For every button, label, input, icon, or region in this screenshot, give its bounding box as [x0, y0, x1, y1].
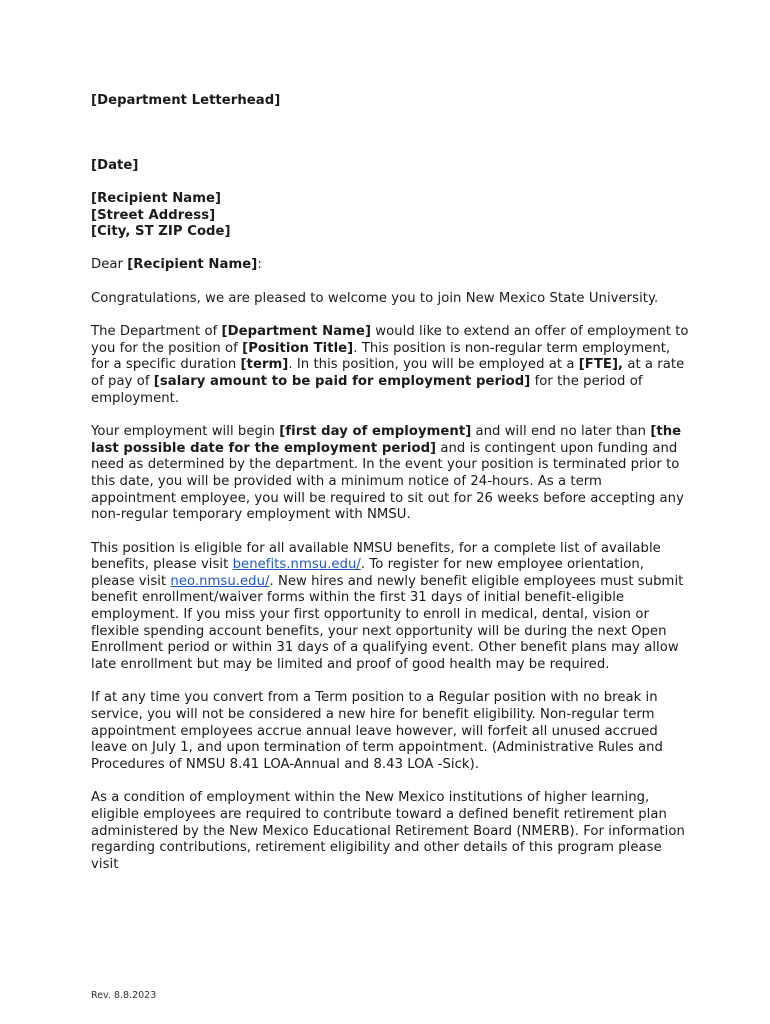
date-placeholder: [Date] [91, 157, 139, 173]
revision-footer: Rev. 8.8.2023 [91, 990, 157, 1001]
city-state-zip: [City, ST ZIP Code] [91, 224, 231, 240]
orientation-link[interactable]: neo.nmsu.edu/ [170, 573, 270, 589]
paragraph-retirement: As a condition of employment within the New Mexico institutions of higher learning, eligible employees are required to contribute toward a defined benefit retirement plan administered by the New Mexico Educational Retirement Board (NMERB). For information regarding contributions, retirement eligibility and other details of this program please visit [91, 790, 685, 872]
street-address: [Street Address] [91, 207, 216, 223]
salutation: Dear [Recipient Name]: [91, 256, 262, 272]
recipient-name: [Recipient Name] [91, 191, 222, 207]
paragraph-conversion-leave: If at any time you convert from a Term position to a Regular position with no break in service, you will not be considered a new hire for benefit eligibility. Non-regular term appointment employees accrue annual leave however, will forfeit all unused accrued leave on July 1, and upon termination of term appointment. (Administrative Rules and Procedures of NMSU 8.41 LOA-Annual and 8.43 LOA -Sick). [91, 690, 663, 772]
paragraph-welcome: Congratulations, we are pleased to welcome you to join New Mexico State University. [91, 290, 659, 306]
letterhead-placeholder: [Department Letterhead] [91, 93, 281, 108]
paragraph-offer: The Department of [Department Name] would like to extend an offer of employment to you for the position of [Position Title]. This position is non-regular term employment, for a specific duration [term]. In this position, you will be employed at a [FTE], at a rate of pay of [salary amount to be paid for employment period] for the period of employment. [91, 324, 689, 406]
benefits-link[interactable]: benefits.nmsu.edu/ [232, 557, 361, 573]
letter-body [91, 93, 691, 890]
recipient-address-block [91, 191, 691, 241]
paragraph-benefits: This position is eligible for all available NMSU benefits, for a complete list of available benefits, please visit benefits.nmsu.edu/. To register for new employee orientation, please visit neo.nmsu.edu/. New hires and newly benefit eligible employees must submit benefit enrollment/waiver forms within the first 31 days of initial benefit-eligible employment. If you miss your first opportunity to enroll in medical, dental, vision or flexible spending account benefits, your next opportunity will be during the next Open Enrollment period or within 31 days of a qualifying event. Other benefit plans may allow late enrollment but may be limited and proof of good health may be required. [91, 540, 684, 672]
paragraph-employment-term: Your employment will begin [first day of employment] and will end no later than [the last possible date for the employment period] and is contingent upon funding and need as determined by the department. In the event your position is terminated prior to this date, you will be provided with a minimum notice of 24-hours. As a term appointment employee, you will be required to sit out for 26 weeks before accepting any non-regular temporary employment with NMSU. [91, 424, 684, 523]
